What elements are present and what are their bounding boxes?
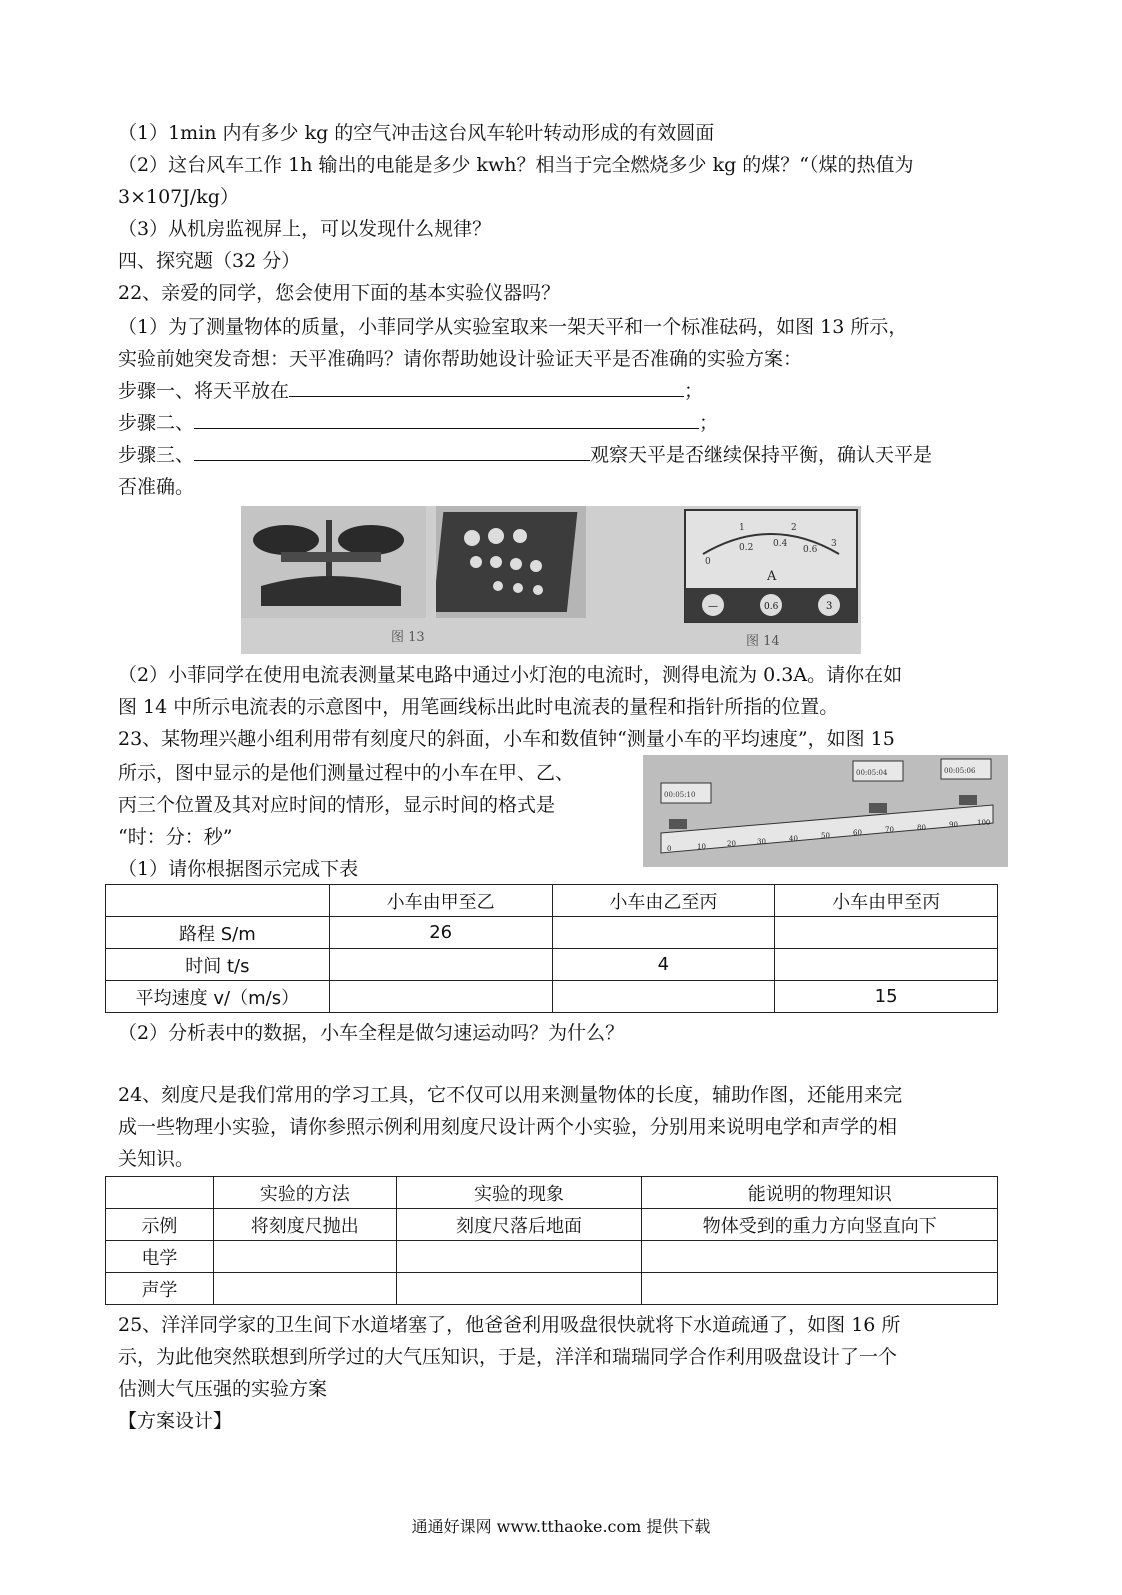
table-cell[interactable] bbox=[329, 949, 552, 981]
problem-25-line4: 【方案设计】 bbox=[118, 1410, 233, 1432]
table-cell[interactable]: 26 bbox=[329, 917, 552, 949]
ruler-tick-60: 60 bbox=[853, 829, 862, 837]
table-row bbox=[106, 1241, 998, 1273]
problem-23-1: （1）请你根据图示完成下表 bbox=[118, 858, 359, 880]
ammeter-scale-top-3: 3 bbox=[831, 539, 837, 549]
ruler-tick-90: 90 bbox=[949, 821, 958, 829]
problem-22-1-line1: （1）为了测量物体的质量，小菲同学从实验室取来一架天平和一个标准砝码，如图 13 所示， bbox=[118, 316, 908, 338]
figure-13-caption: 图 13 bbox=[391, 630, 425, 645]
step-3 bbox=[118, 442, 932, 468]
ammeter-scale-bottom-1: 0.2 bbox=[739, 543, 754, 553]
answer-blank-3[interactable] bbox=[194, 442, 590, 461]
table-cell: 小车由甲至乙 bbox=[329, 885, 552, 917]
table-cell[interactable] bbox=[642, 1273, 998, 1305]
table-cell[interactable] bbox=[775, 917, 998, 949]
problem-22-1-line2: 实验前她突发奇想：天平准确吗？请你帮助她设计验证天平是否准确的实验方案： bbox=[118, 348, 803, 370]
step-2-end: ； bbox=[699, 412, 719, 434]
problem-24-line3: 关知识。 bbox=[118, 1148, 195, 1170]
clock-yi: 00:05:04 bbox=[856, 769, 888, 777]
table-cell[interactable] bbox=[213, 1273, 396, 1305]
ammeter-scale-bottom-0: 0 bbox=[705, 557, 711, 567]
table-cell: 平均速度 v/（m/s） bbox=[106, 981, 330, 1013]
answer-blank-1[interactable] bbox=[289, 378, 684, 397]
step-3-end: 观察天平是否继续保持平衡，确认天平是 bbox=[590, 444, 933, 466]
ruler-tick-40: 40 bbox=[789, 835, 798, 843]
problem-25-line1: 25、洋洋同学家的卫生间下水道堵塞了，他爸爸利用吸盘很快就将下水道疏通了，如图 16 所 bbox=[118, 1314, 901, 1336]
figure-15-incline-photo bbox=[643, 755, 1008, 867]
problem-25-line2: 示，为此他突然联想到所学过的大气压知识，于是，洋洋和瑞瑞同学合作利用吸盘设计了一个 bbox=[118, 1346, 898, 1368]
table-cell[interactable]: 15 bbox=[775, 981, 998, 1013]
table-cell: 声学 bbox=[106, 1273, 214, 1305]
ruler-tick-20: 20 bbox=[727, 840, 736, 848]
table-row bbox=[106, 949, 998, 981]
table-cell: 电学 bbox=[106, 1241, 214, 1273]
ruler-tick-0: 0 bbox=[667, 845, 672, 853]
step-2 bbox=[118, 410, 718, 436]
ammeter-scale-top-2: 2 bbox=[791, 523, 797, 533]
terminal-negative: — bbox=[708, 601, 718, 612]
terminal-3: 3 bbox=[826, 601, 833, 612]
problem-22-2-line1: （2）小菲同学在使用电流表测量某电路中通过小灯泡的电流时，测得电流为 0.3A。请你在如 bbox=[118, 664, 903, 686]
ammeter-scale-top-1: 1 bbox=[739, 523, 745, 533]
table-cell: 小车由乙至丙 bbox=[552, 885, 775, 917]
table-cell[interactable] bbox=[396, 1241, 642, 1273]
ruler-tick-70: 70 bbox=[885, 826, 894, 834]
table-cell[interactable] bbox=[775, 949, 998, 981]
table-row bbox=[106, 981, 998, 1013]
problem-23-line2: 所示，图中显示的是他们测量过程中的小车在甲、乙、 bbox=[118, 762, 575, 784]
problem-24-line1: 24、刻度尺是我们常用的学习工具，它不仅可以用来测量物体的长度，辅助作图，还能用来完 bbox=[118, 1084, 903, 1106]
table-header-row bbox=[106, 1177, 998, 1209]
table-cell[interactable] bbox=[396, 1273, 642, 1305]
ruler-tick-100: 100 bbox=[977, 819, 991, 827]
answer-blank-2[interactable] bbox=[194, 410, 699, 429]
table-cell: 物体受到的重力方向竖直向下 bbox=[642, 1209, 998, 1241]
problem-25-line3: 估测大气压强的实验方案 bbox=[118, 1378, 328, 1400]
table-cell[interactable] bbox=[552, 981, 775, 1013]
ruler-tick-10: 10 bbox=[697, 843, 706, 851]
ruler-tick-80: 80 bbox=[917, 824, 926, 832]
table-row bbox=[106, 1273, 998, 1305]
weights-box-image bbox=[436, 506, 586, 618]
table-cell: 路程 S/m bbox=[106, 917, 330, 949]
problem-23-line3: 丙三个位置及其对应时间的情形，显示时间的格式是 bbox=[118, 794, 556, 816]
step-2-label: 步骤二、 bbox=[118, 412, 195, 434]
ruler-experiment-table bbox=[105, 1176, 998, 1305]
table-cell: 小车由甲至丙 bbox=[775, 885, 998, 917]
question-3: （3）从机房监视屏上，可以发现什么规律？ bbox=[118, 218, 492, 240]
problem-22-2-line2: 图 14 中所示电流表的示意图中，用笔画线标出此时电流表的量程和指针所指的位置。 bbox=[118, 696, 839, 718]
section-heading: 四、探究题（32 分） bbox=[118, 250, 301, 272]
question-1: （1）1min 内有多少 kg 的空气冲击这台风车轮叶转动形成的有效圆面 bbox=[118, 122, 715, 144]
table-cell[interactable] bbox=[552, 917, 775, 949]
problem-23-2: （2）分析表中的数据，小车全程是做匀速运动吗？为什么？ bbox=[118, 1022, 625, 1044]
problem-23-line4: “时：分：秒” bbox=[118, 826, 233, 848]
question-2-line1: （2）这台风车工作 1h 输出的电能是多少 kwh？相当于完全燃烧多少 kg 的煤？“（煤的热值为 bbox=[118, 154, 914, 176]
problem-22: 22、亲爱的同学，您会使用下面的基本实验仪器吗？ bbox=[118, 282, 561, 304]
table-row bbox=[106, 1209, 998, 1241]
ammeter-scale-bottom-2: 0.4 bbox=[773, 539, 788, 549]
clock-bing: 00:05:06 bbox=[944, 767, 976, 775]
step-3-line2: 否准确。 bbox=[118, 476, 195, 498]
step-1-label: 步骤一、将天平放在 bbox=[118, 380, 290, 402]
table-cell: 刻度尺落后地面 bbox=[396, 1209, 642, 1241]
terminal-0-6: 0.6 bbox=[764, 602, 779, 612]
speed-table bbox=[105, 884, 998, 1013]
table-cell: 将刻度尺抛出 bbox=[213, 1209, 396, 1241]
problem-24-line2: 成一些物理小实验，请你参照示例利用刻度尺设计两个小实验，分别用来说明电学和声学的相 bbox=[118, 1116, 898, 1138]
table-cell: 示例 bbox=[106, 1209, 214, 1241]
question-2-line2: 3×107J/kg） bbox=[118, 186, 239, 208]
figure-13-14-photo bbox=[241, 506, 861, 654]
step-1 bbox=[118, 378, 703, 404]
table-cell bbox=[106, 885, 330, 917]
table-cell: 能说明的物理知识 bbox=[642, 1177, 998, 1209]
problem-23-line1: 23、某物理兴趣小组利用带有刻度尺的斜面，小车和数值钟“测量小车的平均速度”，如图 15 bbox=[118, 728, 895, 750]
table-cell: 实验的现象 bbox=[396, 1177, 642, 1209]
table-cell bbox=[106, 1177, 214, 1209]
ammeter-unit: A bbox=[767, 569, 777, 584]
ruler-tick-50: 50 bbox=[821, 832, 830, 840]
ammeter-scale-bottom-3: 0.6 bbox=[803, 545, 818, 555]
clock-jia: 00:05:10 bbox=[664, 791, 696, 799]
table-row bbox=[106, 917, 998, 949]
table-cell: 时间 t/s bbox=[106, 949, 330, 981]
table-cell[interactable]: 4 bbox=[552, 949, 775, 981]
figure-14-caption: 图 14 bbox=[746, 634, 780, 649]
table-cell[interactable] bbox=[642, 1241, 998, 1273]
step-3-label: 步骤三、 bbox=[118, 444, 195, 466]
table-header-row bbox=[106, 885, 998, 917]
incline-ruler-image bbox=[643, 755, 1008, 867]
table-cell[interactable] bbox=[329, 981, 552, 1013]
table-cell: 实验的方法 bbox=[213, 1177, 396, 1209]
table-cell[interactable] bbox=[213, 1241, 396, 1273]
ruler-tick-30: 30 bbox=[757, 838, 766, 846]
step-1-end: ； bbox=[684, 380, 704, 402]
page-footer: 通通好课网 www.tthaoke.com 提供下载 bbox=[411, 1517, 711, 1536]
